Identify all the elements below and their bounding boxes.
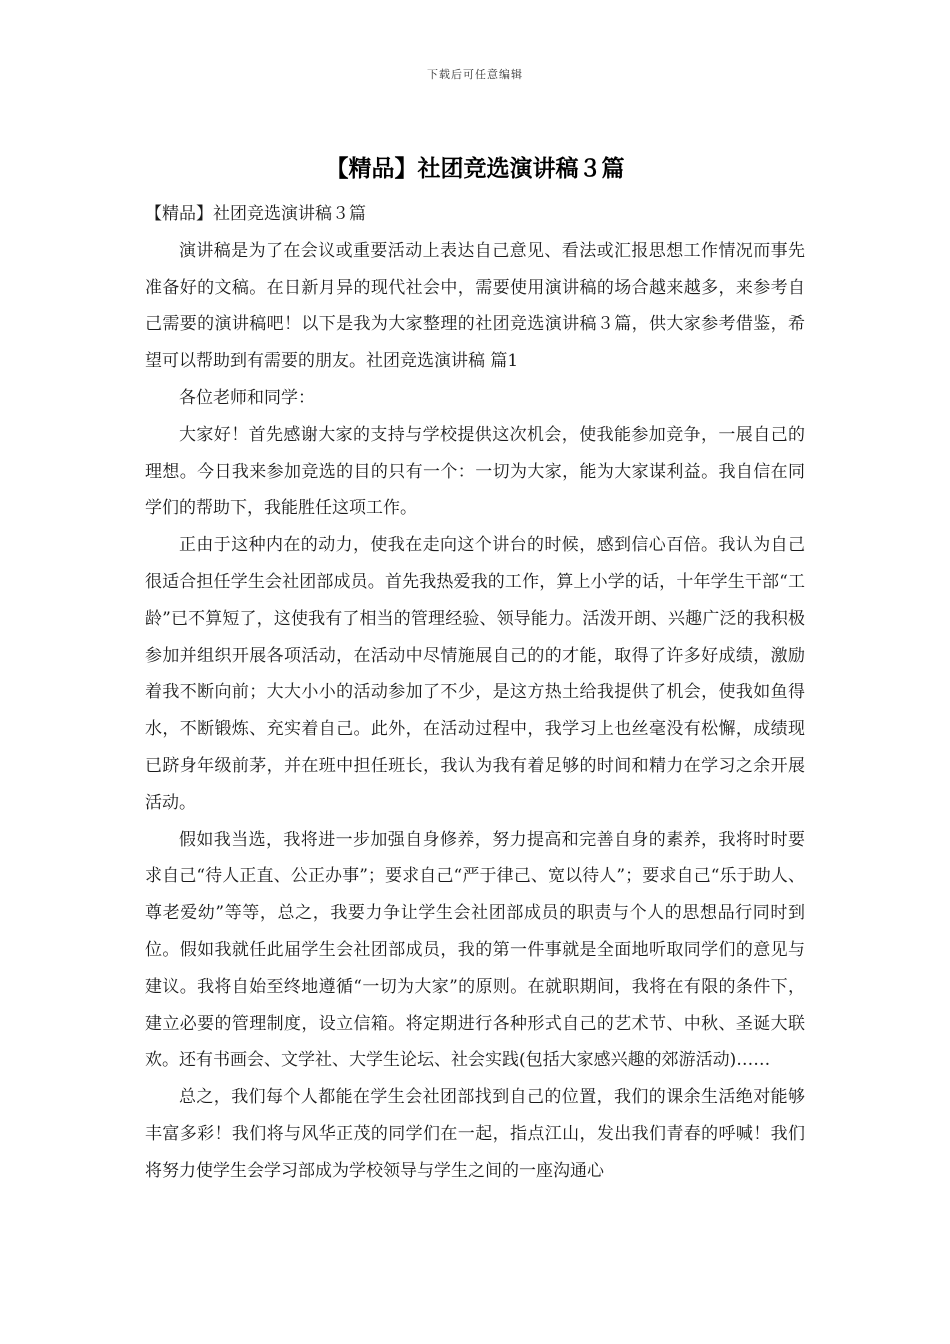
- document-subtitle: 【精品】社团竞选演讲稿３篇: [145, 204, 366, 224]
- paragraph-greeting: 各位老师和同学：: [179, 387, 315, 408]
- paragraph-opening: 大家好！首先感谢大家的支持与学校提供这次机会，使我能参加竞争，一展自己的理想。今日我来参加竞选的目的只有一个：一切为大家，能为大家谋利益。我自信在同学们的帮助下，我能胜任这项工作。: [145, 424, 805, 519]
- header-note: 下载后可任意编辑: [427, 68, 523, 81]
- paragraph-conclusion: 总之，我们每个人都能在学生会社团部找到自己的位置，我们的课余生活绝对能够丰富多彩！我们将与风华正茂的同学们在一起，指点江山，发出我们青春的呼喊！我们将努力使学生会学习部成为学校领导与学生之间的一座沟通心: [145, 1087, 805, 1181]
- document-title: 【精品】社团竞选演讲稿３篇: [325, 156, 625, 182]
- paragraph-intro: 演讲稿是为了在会议或重要活动上表达自己意见、看法或汇报思想工作情况而事先准备好的文稿。在日新月异的现代社会中，需要使用演讲稿的场合越来越多，来参考自己需要的演讲稿吧！以下是我为大家整理的社团竞选演讲稿３篇，供大家参考借鉴，希望可以帮助到有需要的朋友。社团竞选演讲稿 篇1: [145, 240, 805, 372]
- paragraph-plans: 假如我当选，我将进一步加强自身修养，努力提高和完善自身的素养，我将时时要求自己“待人正直、公正办事”；要求自己“严于律己、宽以待人”；要求自己“乐于助人、尊老爱幼”等等，总之，我要力争让学生会社团部成员的职责与个人的思想品行同时到位。假如我就任此届学生会社团部成员，我的第一件事就是全面地听取同学们的意见与建议。我将自始至终地遵循“一切为大家”的原则。在就职期间，我将在有限的条件下，建立必要的管理制度，设立信箱。将定期进行各种形式自己的艺术节、中秋、圣诞大联欢。还有书画会、文学社、大学生论坛、社会实践(包括大家感兴趣的郊游活动)……: [145, 829, 805, 1071]
- paragraph-qualifications: 正由于这种内在的动力，使我在走向这个讲台的时候，感到信心百倍。我认为自己很适合担任学生会社团部成员。首先我热爱我的工作，算上小学的话，十年学生干部“工龄”已不算短了，这使我有了相当的管理经验、领导能力。活泼开朗、兴趣广泛的我积极参加并组织开展各项活动，在活动中尽情施展自己的的才能，取得了许多好成绩，激励着我不断向前；大大小小的活动参加了不少，是这方热土给我提供了机会，使我如鱼得水，不断锻炼、充实着自己。此外，在活动过程中，我学习上也丝毫没有松懈，成绩现已跻身年级前茅，并在班中担任班长，我认为我有着足够的时间和精力在学习之余开展活动。: [145, 535, 805, 813]
- document-body: [145, 196, 805, 1190]
